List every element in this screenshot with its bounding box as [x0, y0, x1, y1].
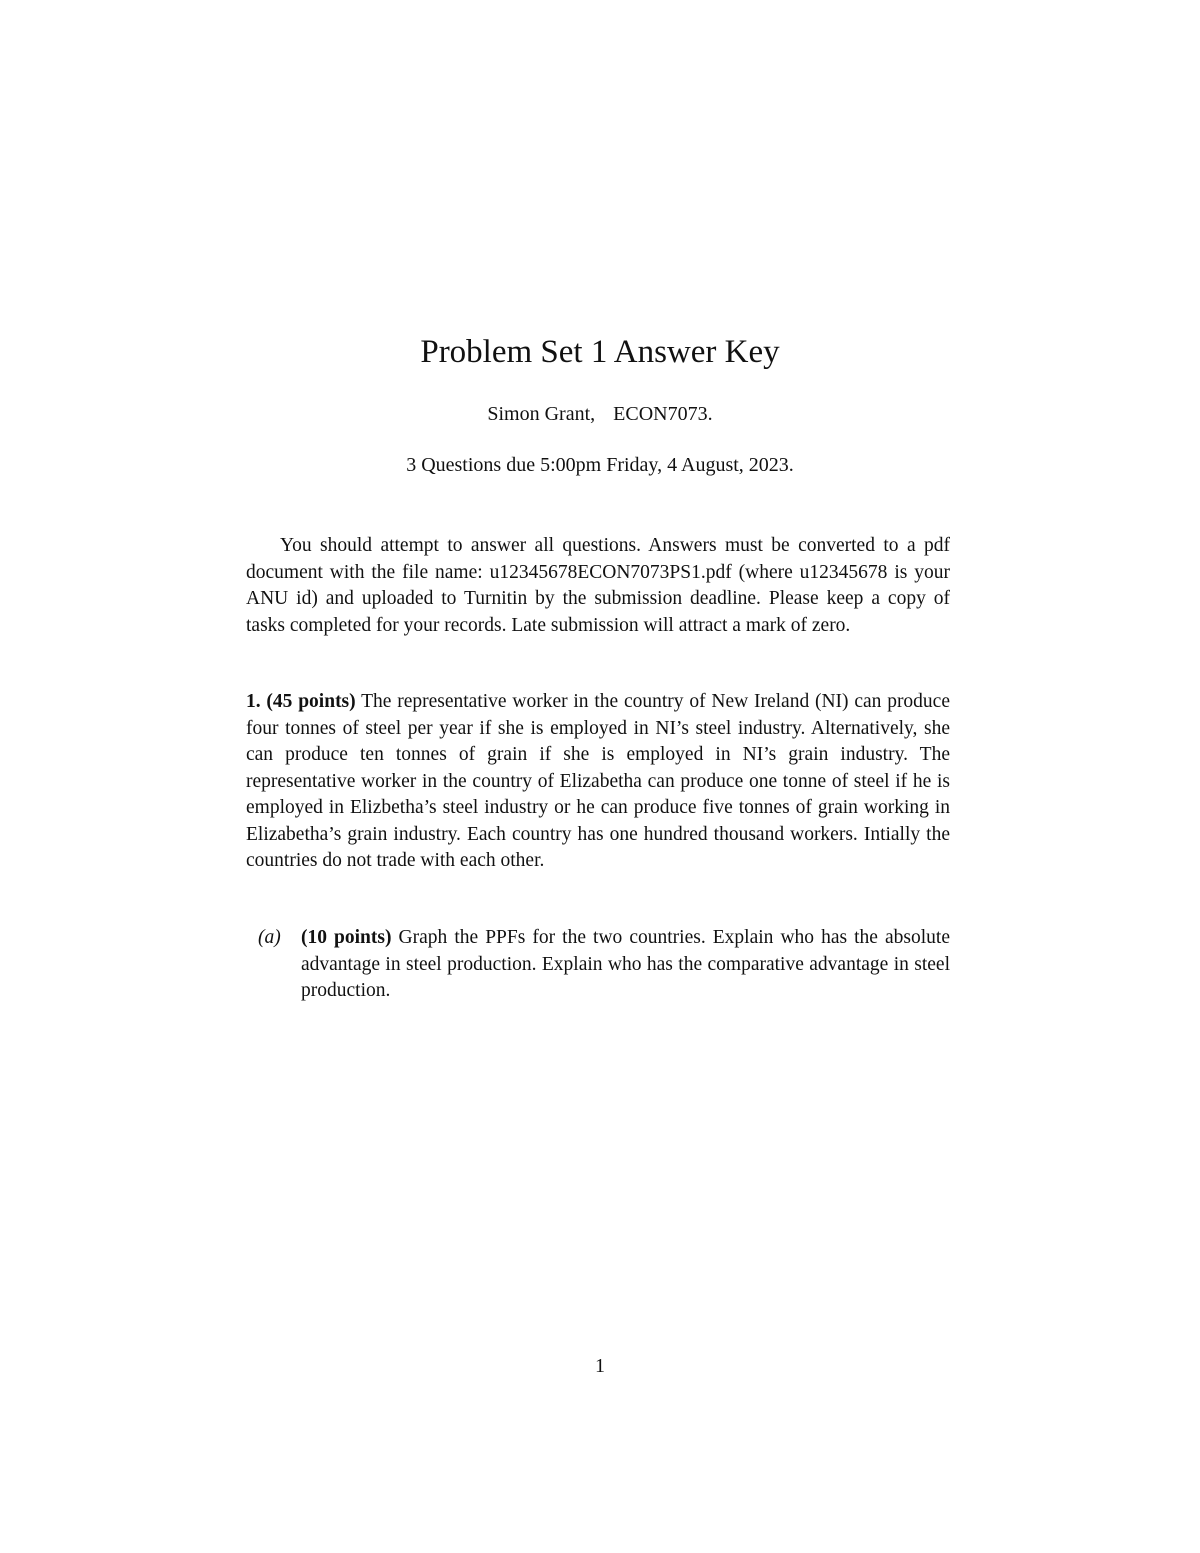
question-1-part-a	[258, 925, 950, 1005]
question-1-number: 1.	[246, 691, 261, 712]
page-number: 1	[595, 1355, 605, 1377]
document-title: Problem Set 1 Answer Key	[420, 334, 780, 370]
question-1	[246, 689, 950, 875]
instructions-paragraph: You should attempt to answer all questions. Answers must be converted to a pdf document with the file name: u12345678ECON7073PS1.pdf (where u12345678 is your ANU id) and uploaded to Turnitin by the submission deadline. Please keep a copy of tasks completed for your records. Late submission will attract a mark of zero.	[246, 535, 950, 636]
part-a-points: (10 points)	[301, 927, 392, 948]
author-name: Simon Grant,	[487, 403, 596, 425]
due-date: 3 Questions due 5:00pm Friday, 4 August, 2023.	[406, 454, 794, 476]
question-1-points: (45 points)	[266, 691, 356, 712]
part-a-label: (a)	[258, 927, 281, 948]
part-a-content	[301, 925, 950, 1005]
question-1-text: The representative worker in the country of New Ireland (NI) can produce four tonnes of steel per year if she is employed in NI’s steel industry. Alternatively, she can produce ten tonnes of grain if she is employed in NI’s grain industry. The representative worker in the country of Elizabetha can produce one tonne of steel if he is employed in Elizbetha’s steel industry or he can produce five tonnes of grain working in Elizabetha’s grain industry. Each country has one hundred thousand workers. Intially the countries do not trade with each other.	[246, 691, 950, 871]
author-line	[0, 400, 1200, 428]
part-a-text: Graph the PPFs for the two countries. Explain who has the absolute advantage in steel production. Explain who has the comparative advantage in steel production.	[301, 927, 951, 1001]
course-code: ECON7073.	[613, 403, 713, 425]
